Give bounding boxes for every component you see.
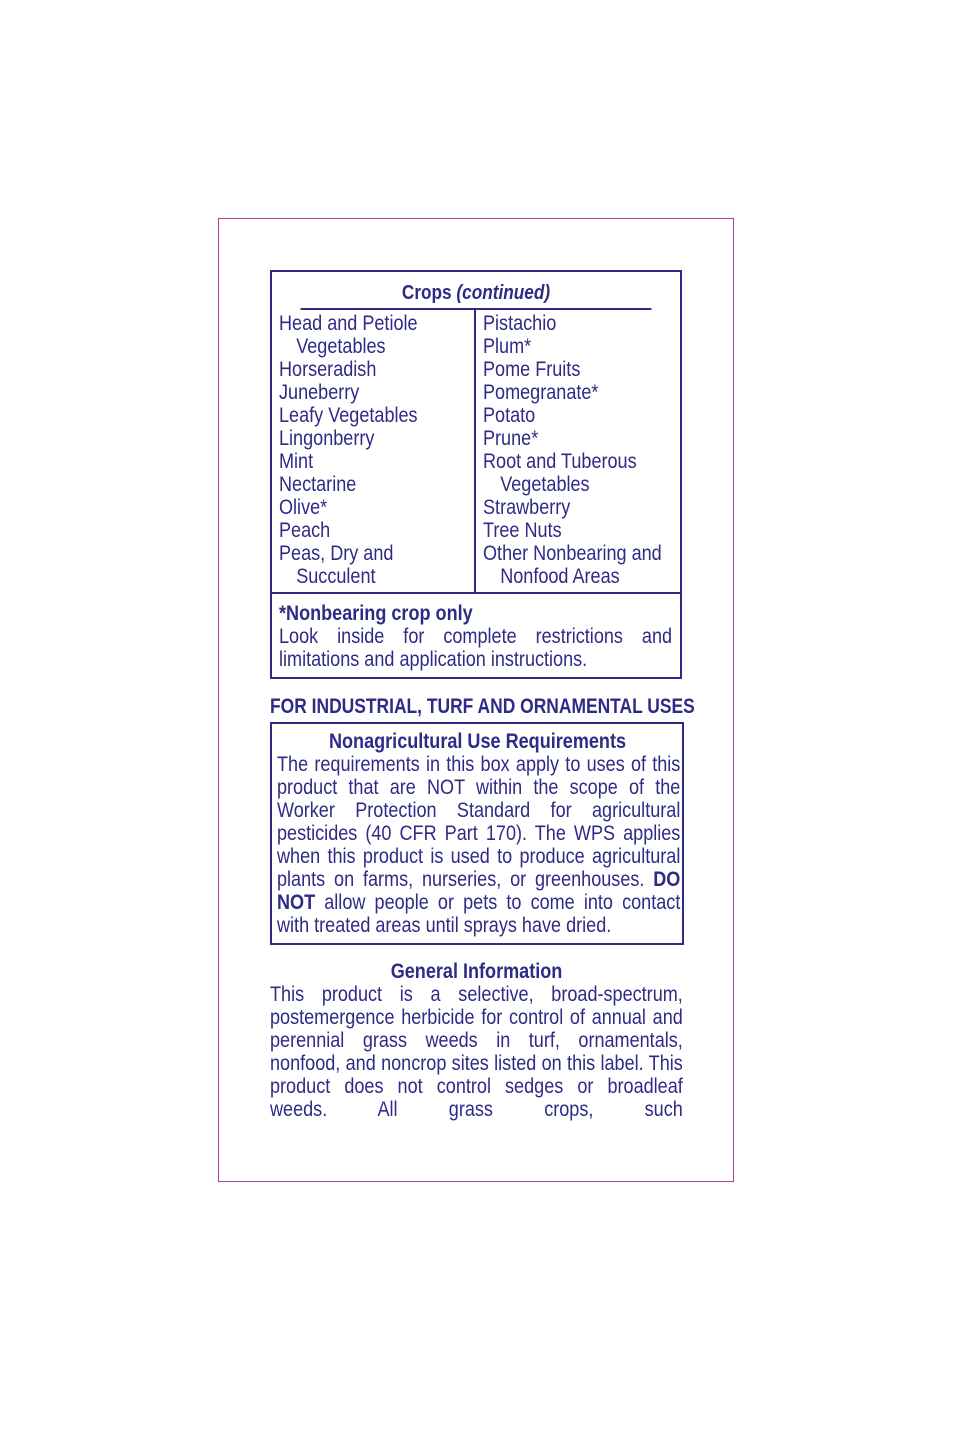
general-information-text: This product is a selective, broad-spectrum, postemergence herbicide for control of annual and perennial grass weeds in turf, ornamentals, nonfood, and noncrop sites listed on this label. This product does not control sedges or broadleaf weeds. All grass crops, such (270, 983, 683, 1121)
crop-item: Vegetables (500, 473, 590, 496)
crop-item: Plum* (483, 335, 532, 358)
industrial-uses-heading: FOR INDUSTRIAL, TURF AND ORNAMENTAL USES (270, 695, 695, 718)
crop-item: Nectarine (279, 473, 357, 496)
crop-item: Lingonberry (279, 427, 375, 450)
crop-item: Root and Tuberous (483, 450, 637, 473)
crops-table (270, 270, 682, 679)
label-content (270, 270, 695, 1121)
crops-header-continued: (continued) (456, 282, 551, 304)
nonag-text-before: The requirements in this box apply to uses of this product that are NOT within the scope of the Worker Protection Standard for agricultural pesticides (40 CFR Part 170). The WPS applies when this product is used to produce agricultural plants on farms, nurseries, or greenhouses. (277, 753, 681, 891)
crop-item: Tree Nuts (483, 519, 562, 542)
crops-right-column (476, 310, 680, 592)
crop-item: Other Nonbearing and (483, 542, 662, 565)
general-information-title: General Information (390, 960, 563, 983)
crop-item: Mint (279, 450, 314, 473)
crop-item: Vegetables (296, 335, 386, 358)
crop-item: Horseradish (279, 358, 377, 381)
crops-left-column (272, 310, 476, 592)
crop-item: Head and Petiole (279, 312, 418, 335)
nonagricultural-box (270, 722, 684, 945)
crop-item: Juneberry (279, 381, 360, 404)
nonbearing-title: *Nonbearing crop only (279, 602, 473, 625)
crops-header-main: Crops (401, 282, 452, 304)
crop-item: Prune* (483, 427, 539, 450)
crop-item: Succulent (296, 565, 376, 588)
crop-item: Potato (483, 404, 536, 427)
crops-header (301, 272, 652, 310)
nonag-text-bold: DO NOT (277, 868, 681, 914)
nonbearing-text: Look inside for complete restrictions and limitations and application instructions. (279, 625, 673, 671)
crop-item: Peas, Dry and (279, 542, 394, 565)
crop-item: Nonfood Areas (500, 565, 620, 588)
crop-item: Pome Fruits (483, 358, 581, 381)
crop-item: Leafy Vegetables (279, 404, 418, 427)
nonagricultural-text (277, 753, 680, 937)
nonbearing-note (272, 594, 680, 677)
nonagricultural-title: Nonagricultural Use Requirements (328, 730, 627, 753)
crop-item: Peach (279, 519, 331, 542)
nonag-text-after: allow people or pets to come into contact with treated areas until sprays have dried. (277, 891, 681, 937)
crop-item: Pomegranate* (483, 381, 599, 404)
crop-item: Strawberry (483, 496, 571, 519)
crops-columns (272, 310, 680, 594)
crop-item: Olive* (279, 496, 328, 519)
crop-item: Pistachio (483, 312, 557, 335)
